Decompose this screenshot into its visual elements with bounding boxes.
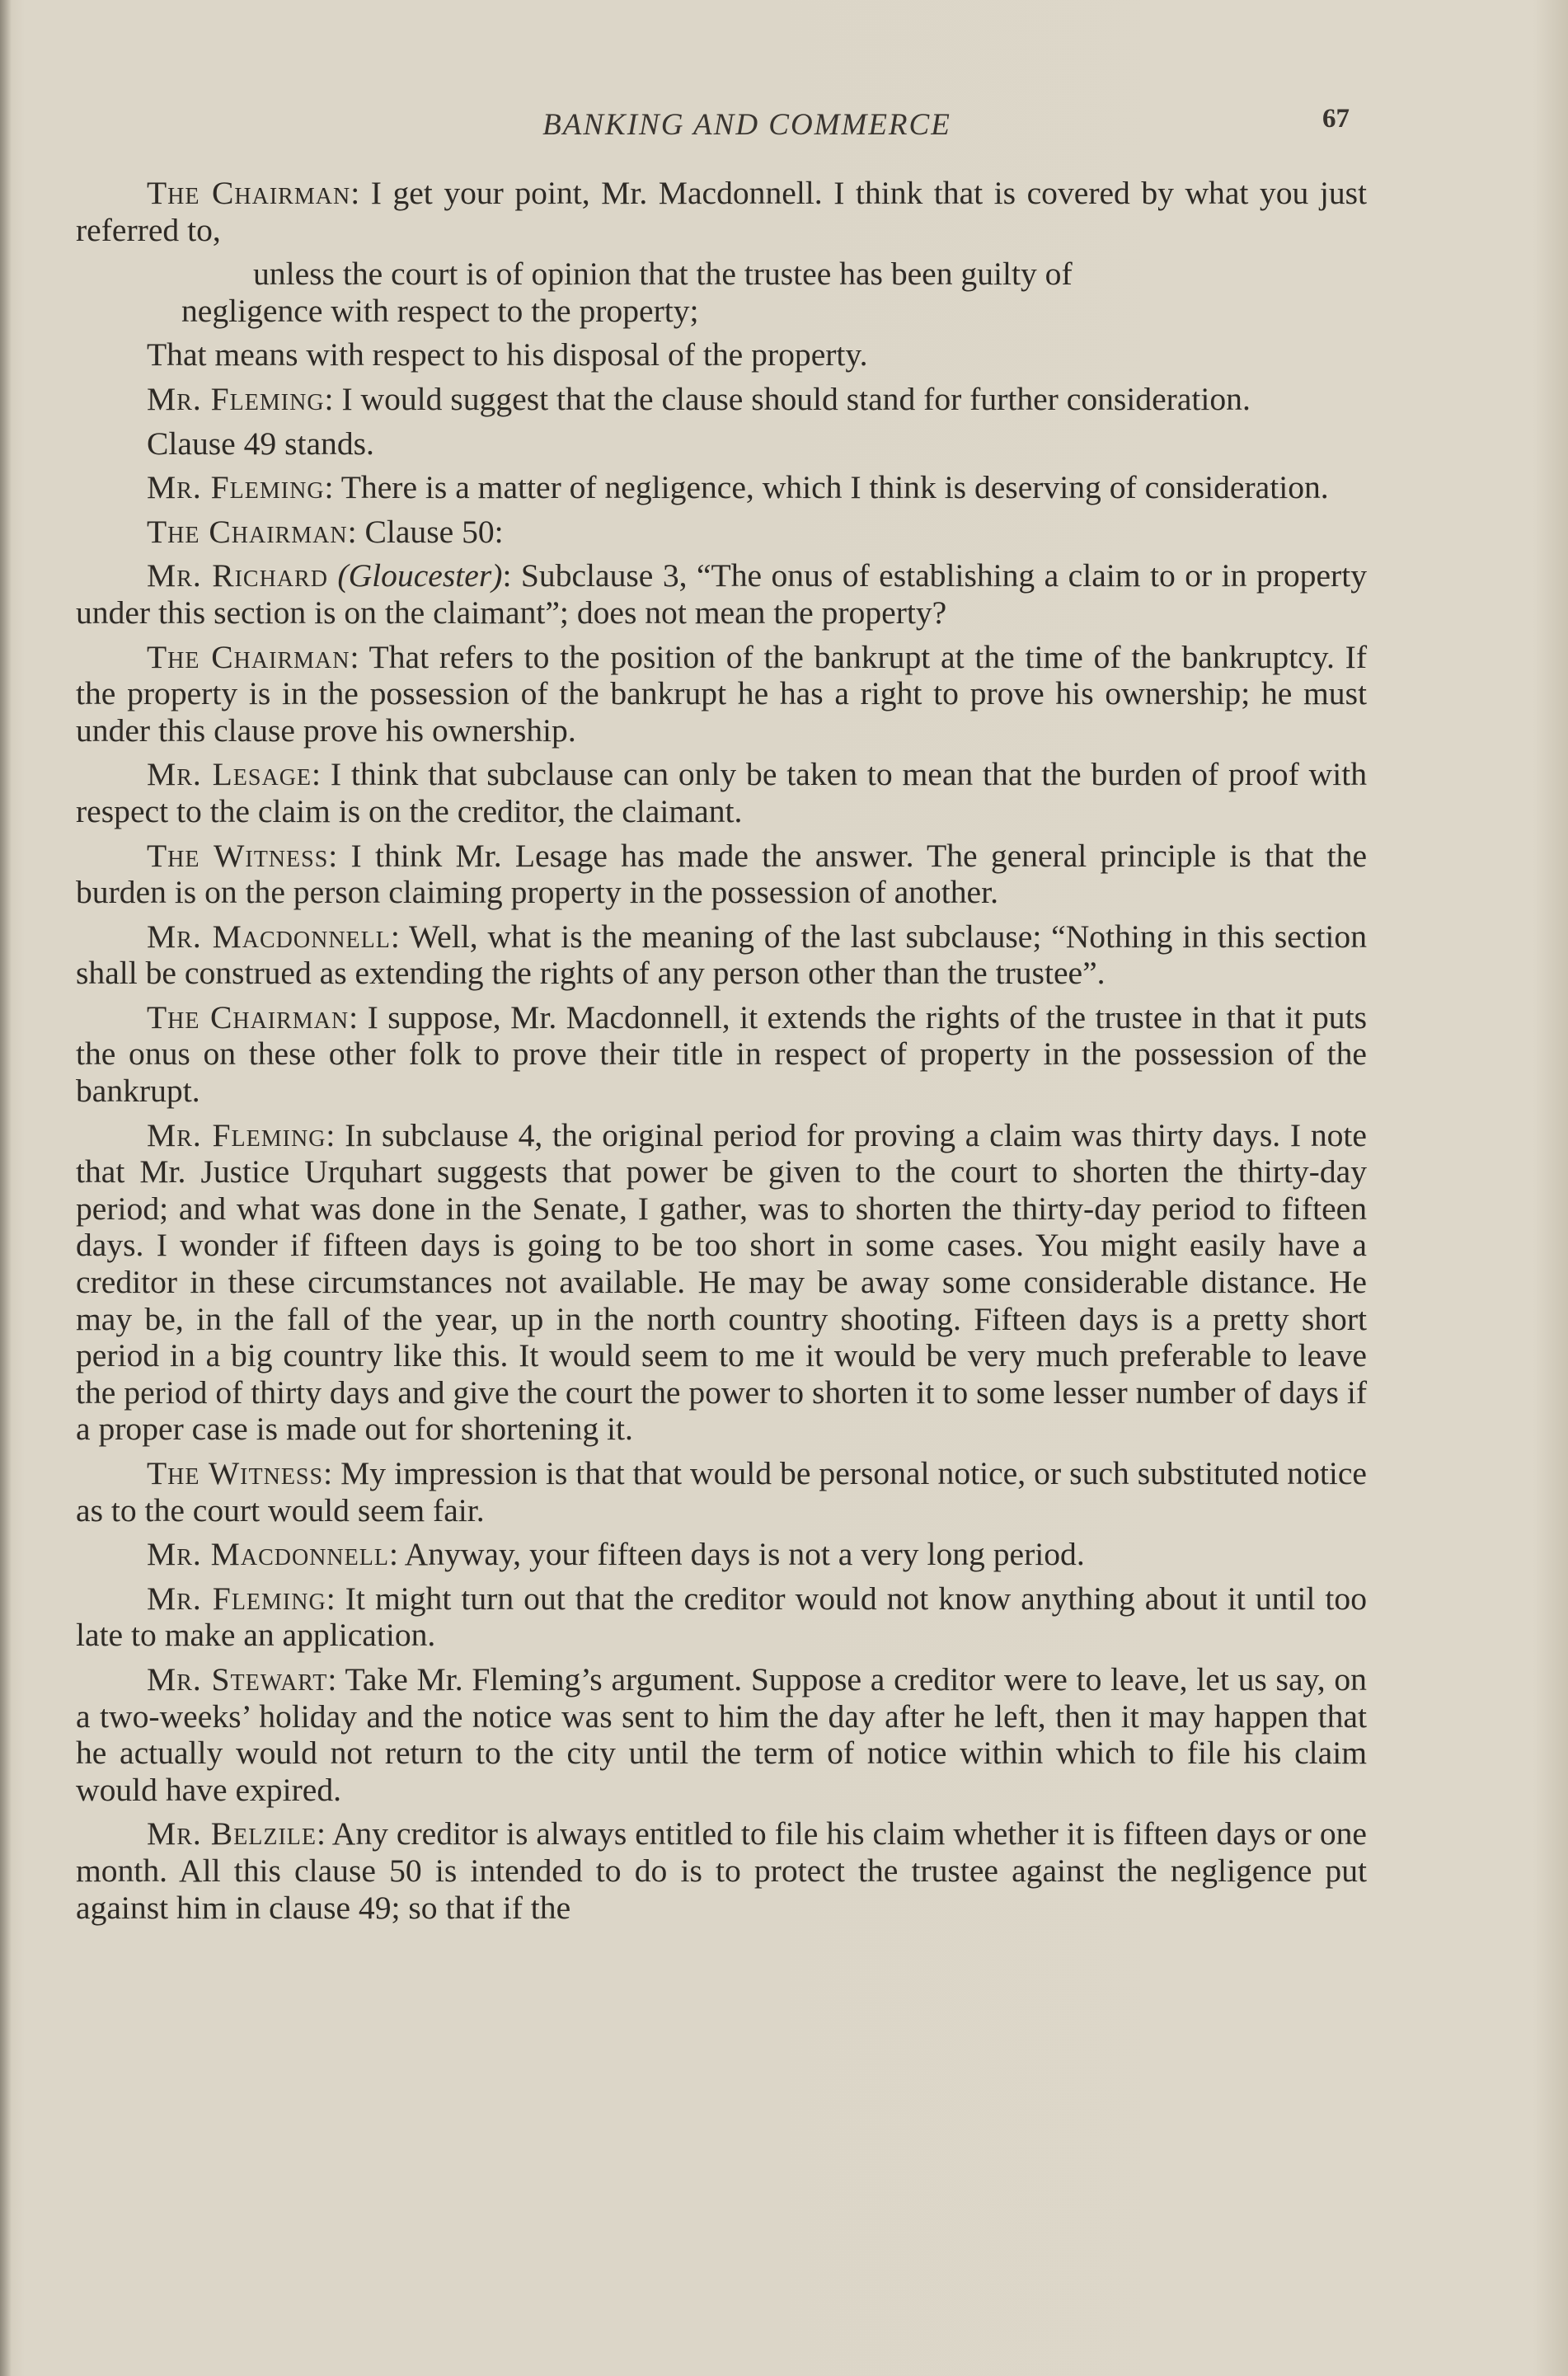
paragraph-text: I think that subclause can only be taken to mean that the burden of proof with respect to the claim is on the creditor, the claimant. (76, 756, 1367, 829)
paragraph-text: Anyway, your fifteen days is not a very long period. (404, 1536, 1085, 1573)
paragraph: The Witness: I think Mr. Lesage has made the answer. The general principle is that the burden is on the person claiming property in the possession of another. (76, 837, 1368, 911)
quoted-passage (76, 256, 1367, 293)
speaker-name: The Witness (147, 837, 329, 874)
quoted-text: negligence with respect to the property; (181, 292, 699, 329)
speaker-name: Mr. Macdonnell (147, 1536, 389, 1573)
paragraph: Mr. Stewart: Take Mr. Fleming’s argument. Suppose a creditor were to leave, let us say, on a two-weeks’ holiday and the notice was sent to him the day after he left, then it may happen that he actually would not return to the city until the term of notice within which to file his claim would have expired. (76, 1660, 1367, 1808)
speaker-name: Mr. Stewart (147, 1660, 328, 1697)
paragraph: The Chairman: Clause 50: (147, 513, 504, 550)
paragraph: The Chairman: I suppose, Mr. Macdonnell, it extends the rights of the trustee in that it puts the onus on these other folk to prove their title in respect of property in the possession of the bankrupt. (76, 998, 1367, 1110)
paragraph-text: In subclause 4, the original period for proving a claim was thirty days. I note that Mr. Justice Urquhart suggests that power be given to the court to shorten the thirty-day period; and what was done in the Senate, I gather, was to shorten the thirty-day period to fifteen days. I wonder if fifteen days is going to be too short in some cases. You might easily have a creditor in these circumstances not available. He may be away some considerable distance. He may be, in the fall of the year, up in the north country shooting. Fifteen days is a pretty short period in a big country like this. It would seem to me it would be very much preferable to leave the period of thirty days and give the court the power to shorten it to some lesser number of days if a proper case is made out for shortening it. (76, 1116, 1367, 1448)
paragraph: Mr. Macdonnell: Anyway, your fifteen days is not a very long period. (147, 1536, 1085, 1573)
speaker-name: Mr. Richard (147, 557, 328, 594)
paragraph-text: Subclause 3, “The onus of establishing a claim to or in property under this section is on the claimant”; does not mean the property? (76, 557, 1367, 631)
paragraph-text: I think Mr. Lesage has made the answer. The general principle is that the burden is on the person claiming property in the possession of another. (76, 837, 1368, 911)
speaker-name: Mr. Belzile (147, 1815, 317, 1852)
paragraph: The Chairman: That refers to the position of the bankrupt at the time of the bankruptcy. If the property is in the possession of the bankrupt he has a right to prove his ownership; he must under this clause prove his ownership. (76, 638, 1368, 749)
paragraph-text: My impression is that that would be personal notice, or such substituted notice as to the court would seem fair. (76, 1455, 1367, 1528)
paragraph: Mr. Macdonnell: Well, what is the meaning of the last subclause; “Nothing in this section shall be construed as extending the rights of any person other than the trustee”. (76, 918, 1367, 992)
paragraph (76, 425, 1367, 463)
paragraph-text: I get your point, Mr. Macdonnell. I think that is covered by what you just referred to, (76, 175, 1368, 248)
paragraph: Mr. Lesage: I think that subclause can only be taken to mean that the burden of proof with respect to the claim is on the creditor, the claimant. (76, 756, 1367, 829)
paragraph: The Witness: My impression is that that would be personal notice, or such substituted notice as to the court would seem fair. (76, 1455, 1367, 1528)
paragraph-text: Clause 50: (364, 513, 504, 550)
paragraph-text: I would suggest that the clause should stand for further consideration. (341, 380, 1251, 417)
body-text (76, 175, 1367, 1933)
speaker-name: The Chairman (147, 175, 351, 211)
paragraph-text: That means with respect to his disposal of the property. (147, 336, 868, 373)
paragraph-text: Well, what is the meaning of the last subclause; “Nothing in this section shall be construed as extending the rights of any person other than the trustee”. (76, 918, 1367, 992)
speaker-riding: (Gloucester) (337, 557, 503, 594)
speaker-name: The Chairman (147, 513, 348, 550)
paragraph: The Chairman: I get your point, Mr. Macdonnell. I think that is covered by what you just referred to, (76, 175, 1368, 248)
quoted-text: unless the court is of opinion that the trustee has been guilty of (253, 256, 1073, 293)
paragraph-text: I suppose, Mr. Macdonnell, it extends the rights of the trustee in that it puts the onus on these other folk to prove their title in respect of property in the possession of the bankrupt. (76, 998, 1367, 1110)
speaker-name: The Chairman (147, 638, 350, 675)
paragraph-text: Clause 49 stands. (147, 425, 374, 462)
speaker-name: The Chairman (147, 998, 350, 1035)
paragraph-text: It might turn out that the creditor would not know anything about it until too late to make an application. (76, 1580, 1367, 1654)
paragraph: Mr. Fleming: There is a matter of negligence, which I think is deserving of consideration. (147, 469, 1329, 506)
page-number: 67 (1322, 104, 1350, 134)
speaker-name: The Witness (147, 1455, 324, 1491)
paragraph-text: That refers to the position of the bankrupt at the time of the bankruptcy. If the property is in the possession of the bankrupt he has a right to prove his ownership; he must under this clause prove his ownership. (76, 638, 1368, 749)
speaker-name: Mr. Fleming (147, 1580, 326, 1617)
paragraph: Mr. Richard (Gloucester): Subclause 3, “The onus of establishing a claim to or in property under this section is on the claimant”; does not mean the property? (76, 557, 1367, 631)
running-head-title: BANKING AND COMMERCE (542, 108, 951, 142)
speaker-name: Mr. Macdonnell (147, 918, 391, 955)
paragraph: Mr. Fleming: I would suggest that the clause should stand for further consideration. (147, 380, 1251, 417)
speaker-name: Mr. Fleming (147, 1116, 326, 1153)
paragraph-text: There is a matter of negligence, which I think is deserving of consideration. (340, 469, 1329, 506)
speaker-name: Mr. Fleming (147, 469, 325, 506)
speaker-name: Mr. Fleming (147, 380, 325, 417)
paragraph (76, 336, 1367, 373)
paragraph-text: Any creditor is always entitled to file his claim whether it is fifteen days or one month. All this clause 50 is intended to do is to protect the trustee against the negligence put against him in clause 49; so that if the (76, 1815, 1367, 1926)
quoted-passage-continued (76, 293, 1367, 330)
paragraph: Mr. Belzile: Any creditor is always entitled to file his claim whether it is fifteen days or one month. All this clause 50 is intended to do is to protect the trustee against the negligence put against him in clause 49; so that if the (76, 1815, 1367, 1926)
binding-shadow (0, 0, 12, 2376)
paragraph: Mr. Fleming: It might turn out that the creditor would not know anything about it until too late to make an application. (76, 1580, 1367, 1654)
paragraph-text: Take Mr. Fleming’s argument. Suppose a creditor were to leave, let us say, on a two-weeks’ holiday and the notice was sent to him the day after he left, then it may happen that he actually would not return to the city until the term of notice within which to file his claim would have expired. (76, 1660, 1367, 1808)
speaker-name: Mr. Lesage (147, 756, 312, 793)
paragraph: Mr. Fleming: In subclause 4, the original period for proving a claim was thirty days. I note that Mr. Justice Urquhart suggests that power be given to the court to shorten the thirty-day period; and what was done in the Senate, I gather, was to shorten the thirty-day period to fifteen days. I wonder if fifteen days is going to be too short in some cases. You might easily have a creditor in these circumstances not available. He may be away some considerable distance. He may be, in the fall of the year, up in the north country shooting. Fifteen days is a pretty short period in a big country like this. It would seem to me it would be very much preferable to leave the period of thirty days and give the court the power to shorten it to some lesser number of days if a proper case is made out for shortening it. (76, 1116, 1367, 1448)
